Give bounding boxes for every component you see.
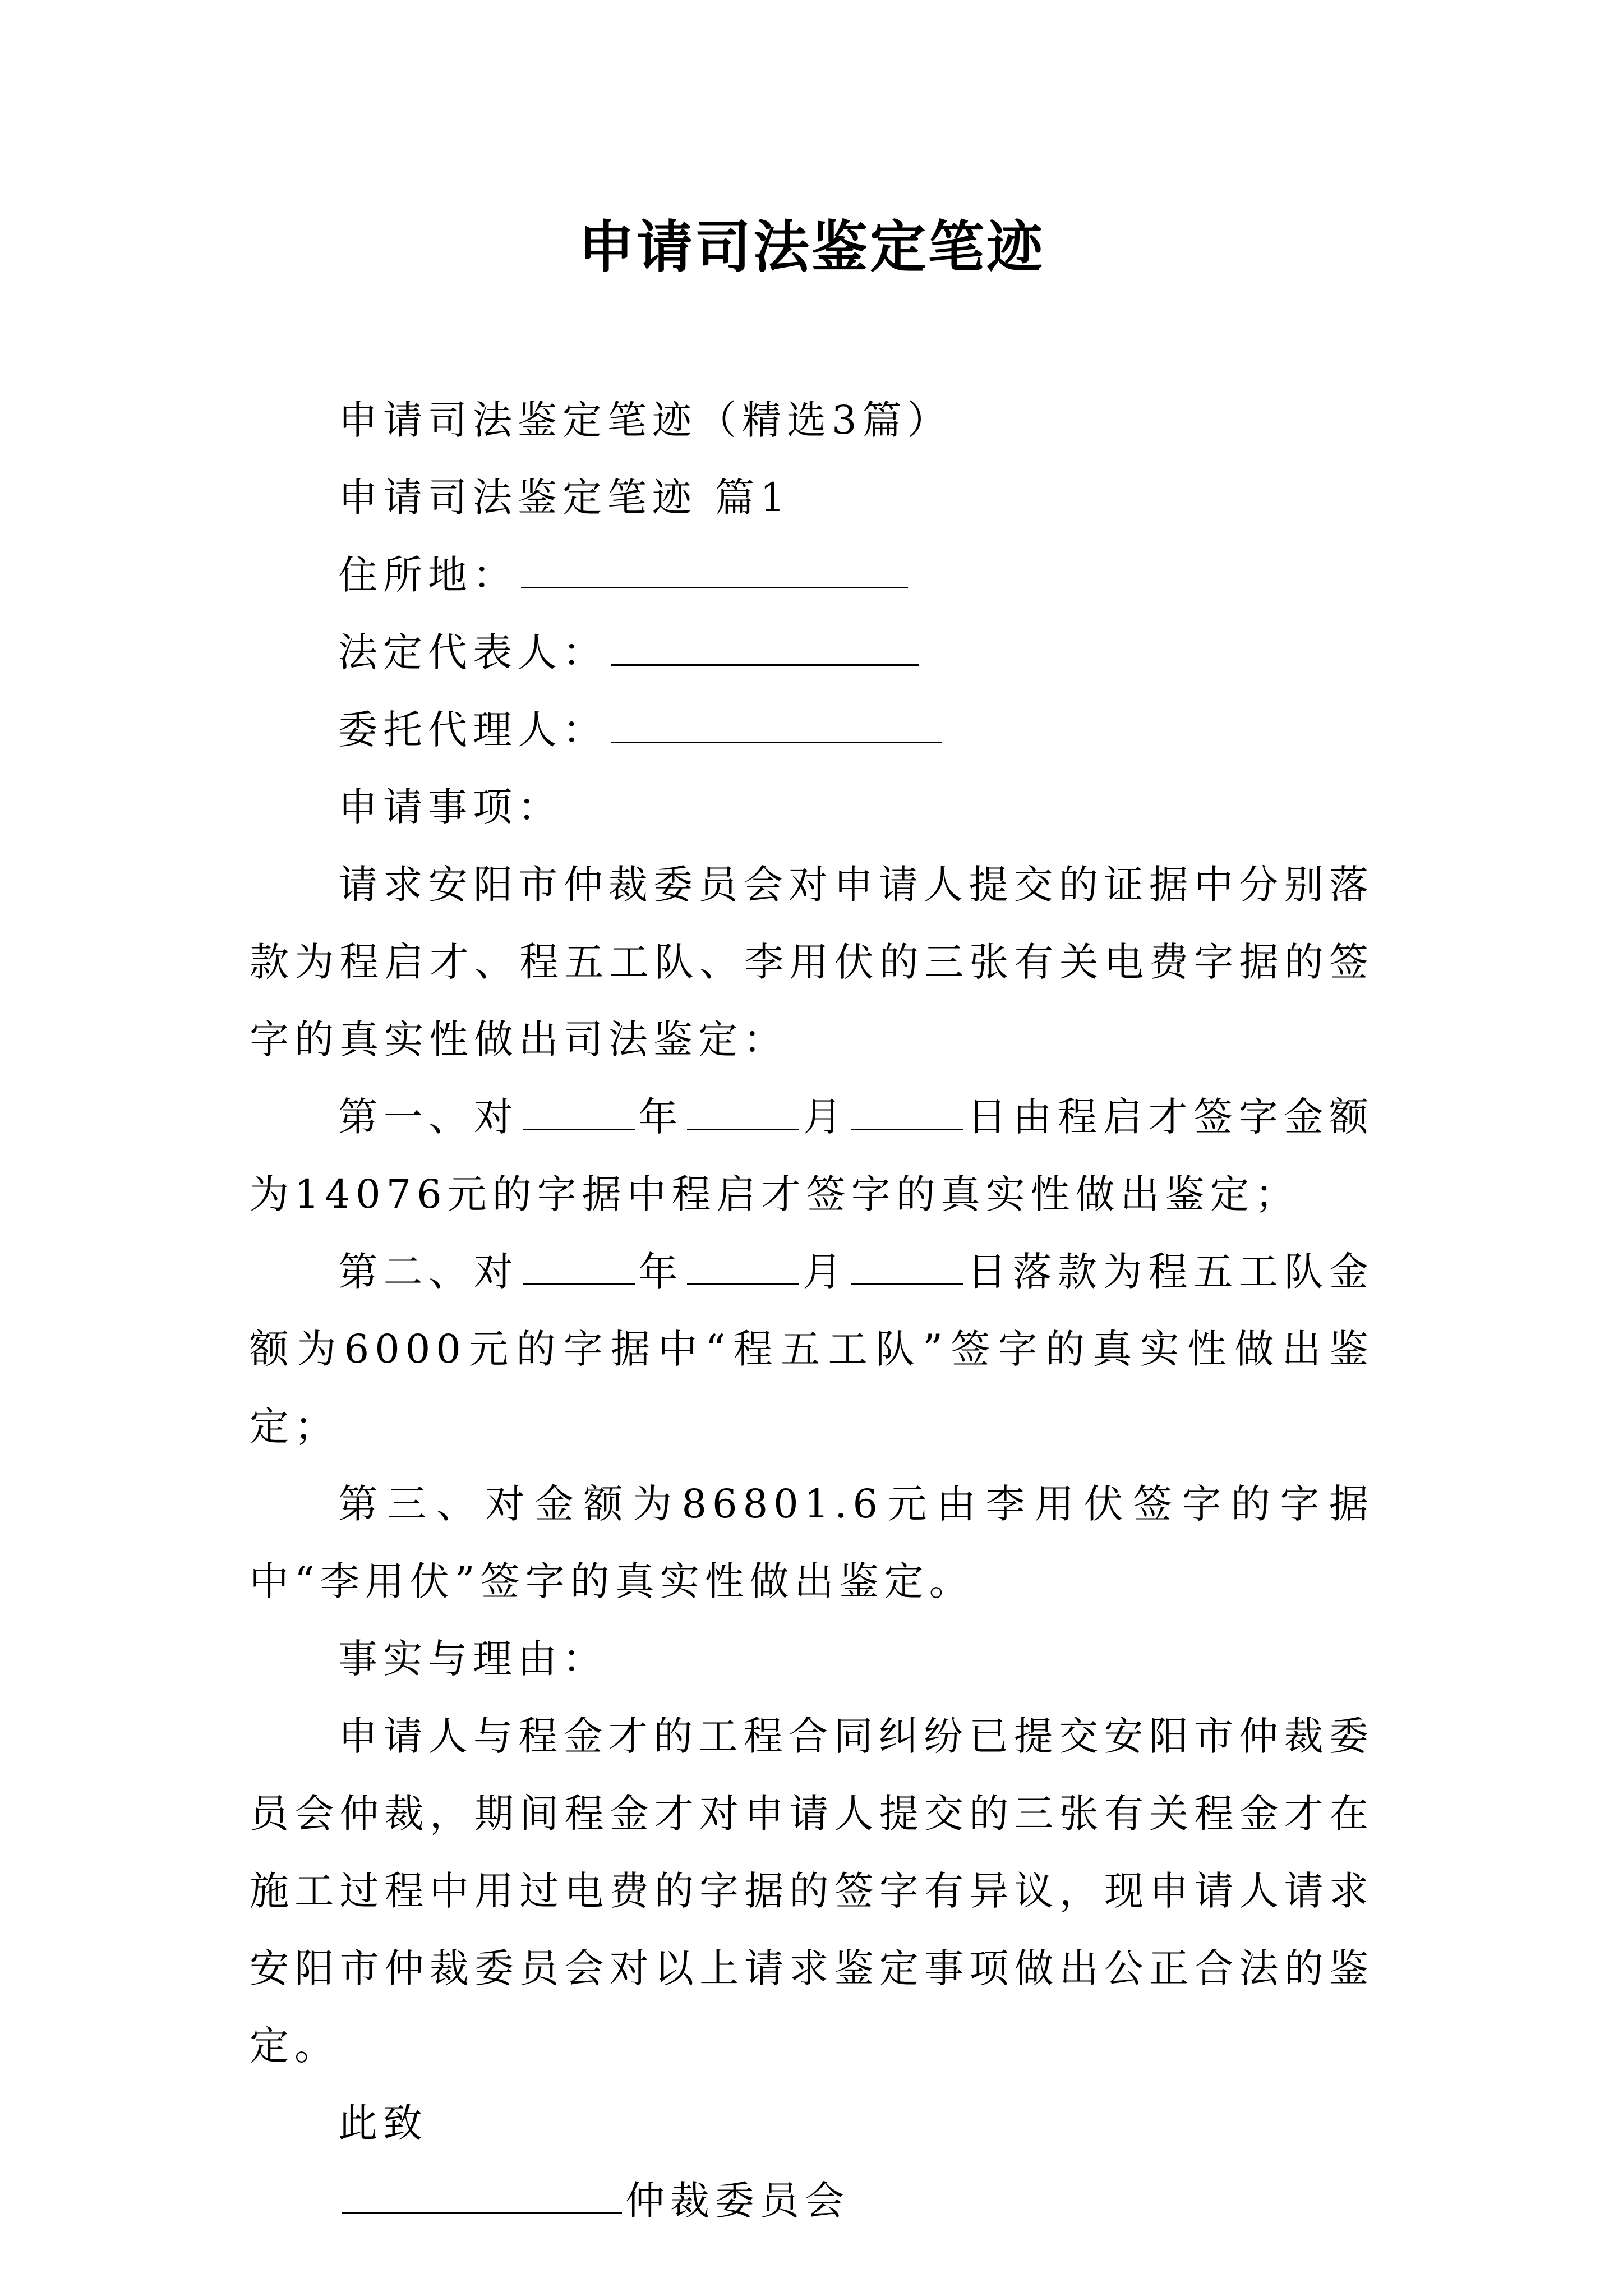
facts-paragraph: 申请人与程金才的工程合同纠纷已提交安阳市仲裁委员会仲裁，期间程金才对申请人提交的三张有关程金才在施工过程中用过电费的字据的签字有异议，现申请人请求安阳市仲裁委员会对以上请求鉴定事项做出公正合法的鉴定。 [250, 1713, 1374, 2069]
year-blank [523, 1089, 635, 1130]
item-two [250, 1233, 1374, 1465]
subtitle: 申请司法鉴定笔迹（精选3篇） [338, 397, 952, 443]
agent-label: 委托代理人： [338, 707, 607, 753]
legal-rep-field [250, 614, 1374, 691]
address-blank [521, 547, 908, 588]
item-two-text: 日落款为程五工队金额为6000元的字据中“程五工队”签字的真实性做出鉴定； [250, 1249, 1375, 1450]
closing: 此致 [338, 2100, 428, 2146]
month-blank [687, 1244, 799, 1285]
legal-rep-blank [611, 625, 919, 666]
addressee-blank [342, 2173, 622, 2214]
address-label: 住所地： [338, 552, 518, 598]
document-body [250, 381, 1374, 2239]
agent-blank [611, 702, 942, 743]
section-heading: 申请司法鉴定笔迹 篇1 [338, 475, 791, 521]
address-field [250, 536, 1374, 614]
legal-rep-label: 法定代表人： [338, 629, 607, 675]
item-one-text: 日由程启才签字金额为14076元的字据中程启才签字的真实性做出鉴定； [250, 1094, 1375, 1217]
item-one-lead: 第一、对 [338, 1094, 519, 1140]
document-title: 申请司法鉴定笔迹 [578, 214, 1045, 280]
year-label: 年 [638, 1094, 684, 1140]
day-blank [851, 1089, 963, 1130]
day-blank [851, 1244, 963, 1285]
item-three: 第三、对金额为86801.6元由李用伏签字的字据中“李用伏”签字的真实性做出鉴定。 [250, 1481, 1374, 1604]
item-one [250, 1078, 1374, 1233]
agent-field [250, 691, 1374, 769]
facts-heading: 事实与理由： [338, 1636, 607, 1682]
year-label: 年 [638, 1249, 684, 1295]
month-blank [687, 1089, 799, 1130]
month-label: 月 [802, 1094, 849, 1140]
month-label: 月 [802, 1249, 849, 1295]
year-blank [523, 1244, 635, 1285]
request-heading: 申请事项： [338, 784, 562, 830]
item-two-lead: 第二、对 [338, 1249, 519, 1295]
addressee-suffix: 仲裁委员会 [625, 2178, 850, 2224]
addressee-line [250, 2162, 1374, 2239]
request-paragraph: 请求安阳市仲裁委员会对申请人提交的证据中分别落款为程启才、程五工队、李用伏的三张有关电费字据的签字的真实性做出司法鉴定： [250, 862, 1374, 1062]
